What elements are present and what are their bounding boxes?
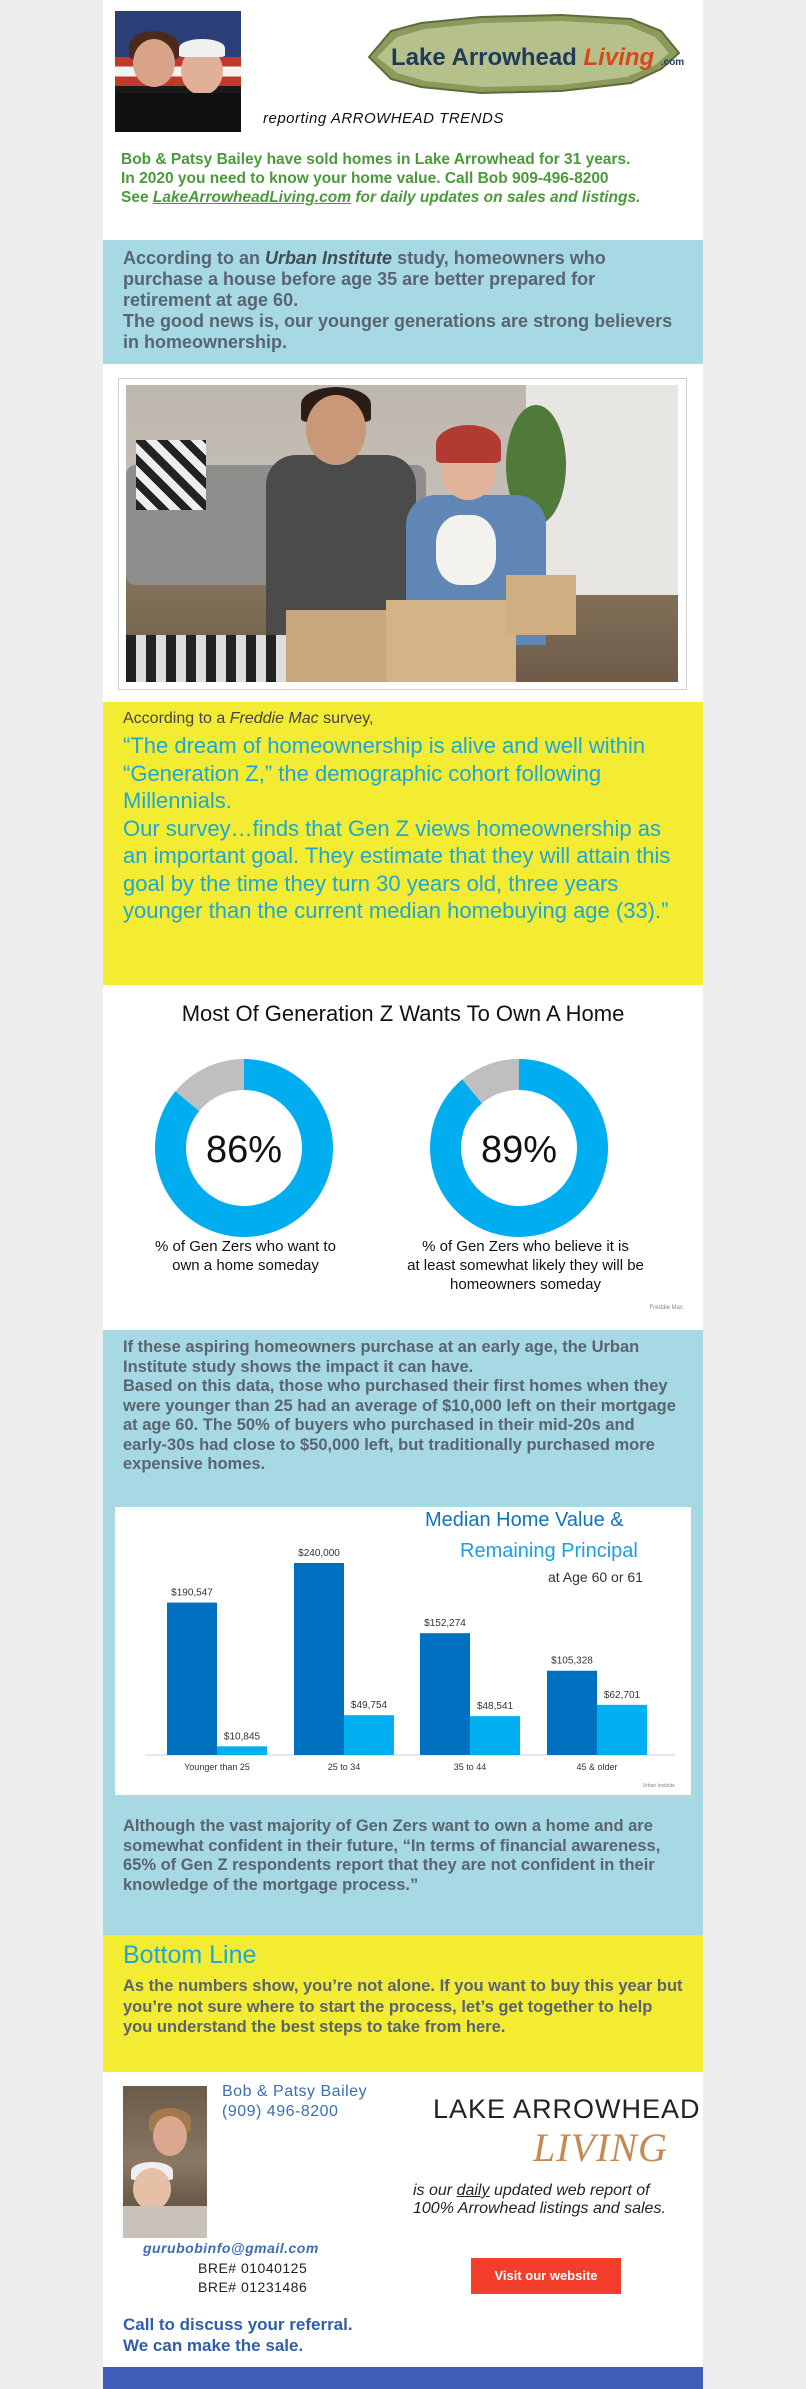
bre-number-1: BRE# 01040125	[198, 2260, 308, 2276]
urban-institute-block	[103, 240, 703, 364]
bar-value-label: $190,547	[171, 1587, 213, 1599]
bar-value-label: $10,845	[223, 1731, 261, 1743]
daily-report-text	[413, 2182, 693, 2218]
block3-text-2: Based on this data, those who purchased their first homes when they were younger than 25 had an average of $10,000 left on their mortgage at age 60. The 50% of buyers who purchased in their mid-20s and early-30s had close to $50,000 left, but traditionally purchased more expensive homes.	[123, 1377, 676, 1473]
freddie-mac-quote	[123, 732, 688, 925]
bottom-line-block	[103, 1935, 703, 2072]
footer	[103, 2072, 703, 2367]
block2-lead	[123, 710, 374, 728]
freddie-mac-block	[103, 702, 703, 985]
category-label: 45 & older	[576, 1762, 618, 1772]
logo-text-living: Living	[583, 44, 655, 71]
website-link[interactable]: LakeArrowheadLiving.com	[152, 189, 352, 206]
bar-remaining-principal-3	[470, 1716, 520, 1755]
category-label: 25 to 34	[327, 1762, 361, 1772]
bar-chart-subtitle: Remaining Principal	[460, 1540, 638, 1562]
logo-text-com: .com	[660, 57, 684, 68]
block1-line-2: The good news is, our younger generations are strong believers in homeownership.	[123, 311, 673, 352]
lake-arrowhead-living-logo[interactable]	[361, 9, 684, 101]
brand-lake-arrowhead: LAKE ARROWHEAD	[433, 2094, 701, 2124]
bar-chart-svg	[115, 1507, 691, 1795]
header	[103, 0, 703, 150]
block1-source: Urban Institute	[265, 248, 393, 268]
category-label: Younger than 25	[184, 1762, 250, 1772]
visit-website-button[interactable]: Visit our website	[471, 2258, 621, 2294]
donut-percent-label-2: 89%	[480, 1129, 558, 1171]
intro-line-2: In 2020 you need to know your home value. Call Bob 909-496-8200	[121, 170, 609, 187]
agents-portrait	[115, 11, 241, 132]
photo-frame	[118, 378, 687, 690]
category-label: 35 to 44	[453, 1762, 487, 1772]
block1-pre: According to an	[123, 248, 261, 268]
donut-source: Freddie Mac	[649, 1305, 683, 1311]
bar-value-label: $105,328	[551, 1655, 593, 1667]
bar-home-value-2	[294, 1563, 344, 1755]
intro-see: See	[121, 189, 149, 206]
bottom-line-text: As the numbers show, you’re not alone. If you want to buy this year but you’re not sure where to start the process, let’s get together to help you understand the best steps to take from here.	[123, 1977, 683, 2036]
donut-percent-label-1: 86%	[205, 1129, 283, 1171]
quote-part-1: “The dream of homeownership is alive and well within “Generation Z,” the demographic cohort following Millennials.	[123, 733, 646, 813]
intro-line-3	[121, 188, 691, 207]
gen-z-donut-chart	[103, 985, 703, 1330]
bar-value-label: $49,754	[350, 1700, 388, 1712]
bar-remaining-principal-2	[344, 1715, 394, 1755]
block3-text-3: Although the vast majority of Gen Zers want to own a home and are somewhat confident in their future, “In terms of financial awareness, 65% of Gen Z respondents report that they are not confident in their knowledge of the mortgage process.”	[123, 1817, 661, 1894]
bottom-line-heading: Bottom Line	[123, 1941, 257, 1969]
daily-pre: is our	[413, 2182, 453, 2199]
svg-text:Lake Arrowhead Living	[391, 44, 684, 71]
agents-footer-photo	[123, 2086, 207, 2238]
block2-post: survey,	[323, 710, 374, 727]
intro-after-link: for daily updates on sales and listings.	[355, 189, 641, 206]
agent-contact	[222, 2082, 367, 2122]
donut-caption-line: % of Gen Zers who want to	[155, 1238, 336, 1255]
donut-caption-line: at least somewhat likely they will be	[407, 1257, 644, 1274]
impact-block	[103, 1330, 703, 1935]
bar-chart-subtitle-2: at Age 60 or 61	[548, 1569, 643, 1585]
brand-living: LIVING	[533, 2125, 668, 2170]
donut-caption-line: % of Gen Zers who believe it is	[422, 1238, 629, 1255]
bar-home-value-3	[420, 1633, 470, 1755]
call-to-action	[123, 2314, 353, 2356]
bar-value-label: $152,274	[424, 1618, 466, 1630]
agent-phone[interactable]: (909) 496-8200	[222, 2103, 339, 2120]
logo-text-lake: Lake Arrowhead	[391, 44, 577, 71]
donut-chart-title: Most Of Generation Z Wants To Own A Home	[181, 1001, 625, 1026]
quote-part-2: Our survey…finds that Gen Z views homeownership as an important goal. They estimate that they will attain this goal by the time they turn 30 years old, three years younger than the current median homebuying age (33).”	[123, 815, 671, 923]
daily-post: updated web report of 100% Arrowhead listings and sales.	[413, 2182, 666, 2217]
tagline: reporting ARROWHEAD TRENDS	[263, 110, 504, 127]
call-line-2: We can make the sale.	[123, 2336, 304, 2355]
bar-chart-title: Median Home Value &	[425, 1509, 624, 1531]
block1-post: study, homeowners who purchase a house before age 35 are better prepared for retirement at age 60.	[123, 248, 606, 310]
donut-caption-line: own a home someday	[172, 1257, 319, 1274]
agent-name: Bob & Patsy Bailey	[222, 2083, 368, 2100]
bar-remaining-principal-4	[597, 1705, 647, 1755]
agent-email[interactable]: gurubobinfo@gmail.com	[143, 2240, 319, 2256]
donut-caption-line: homeowners someday	[450, 1276, 601, 1293]
newsletter	[103, 0, 703, 2389]
bar-value-label: $62,701	[603, 1689, 641, 1701]
bottom-bar	[103, 2367, 703, 2389]
median-home-value-chart	[115, 1507, 691, 1795]
intro-text	[121, 150, 691, 207]
donut-caption-1	[123, 1237, 368, 1275]
daily-underlined: daily	[456, 2182, 490, 2199]
donut-caption-2	[388, 1237, 663, 1294]
bar-home-value-4	[547, 1671, 597, 1755]
block3-text-1: If these aspiring homeowners purchase at an early age, the Urban Institute study shows the impact it can have.	[123, 1338, 640, 1376]
bar-value-label: $240,000	[298, 1548, 340, 1559]
bar-value-label: $48,541	[476, 1701, 514, 1713]
bar-chart-source: Urban Institute	[642, 1783, 675, 1789]
bre-number-2: BRE# 01231486	[198, 2279, 308, 2295]
call-line-1: Call to discuss your referral.	[123, 2315, 353, 2334]
young-couple-photo	[126, 385, 678, 682]
bar-home-value-1	[167, 1603, 217, 1755]
bar-remaining-principal-1	[217, 1746, 267, 1755]
block2-pre: According to a	[123, 710, 226, 727]
intro-line-1: Bob & Patsy Bailey have sold homes in Lake Arrowhead for 31 years.	[121, 151, 631, 168]
block2-source: Freddie Mac	[229, 710, 319, 727]
